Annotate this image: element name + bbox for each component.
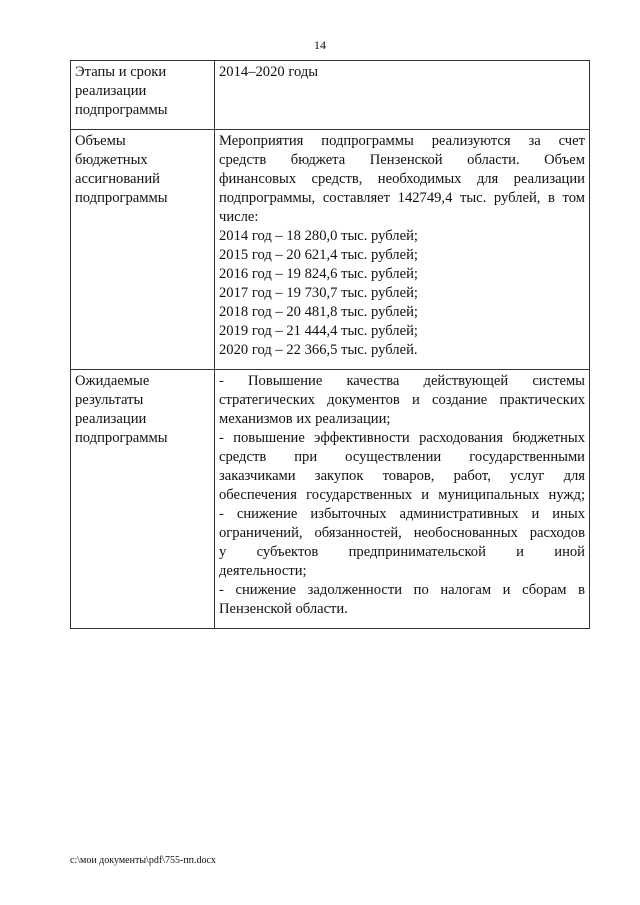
row-value-cell [215, 370, 590, 629]
row-value-line: финансовых средств, необходимых для реализации [219, 171, 585, 187]
row-value-line: 2019 год – 21 444,4 тыс. рублей; [219, 323, 418, 339]
row-value-line: заказчиками закупок товаров, работ, услуг для [219, 468, 585, 484]
row-value-line: ограничений, обязанностей, необоснованных расходов [219, 525, 585, 541]
row-value-line: 2018 год – 20 481,8 тыс. рублей; [219, 304, 418, 320]
row-value-line: у субъектов предпринимательской и иной [219, 544, 585, 560]
row-value-line: - снижение задолженности по налогам и сборам в [219, 582, 585, 598]
row-label-line: подпрограммы [75, 102, 168, 118]
table-row [71, 61, 590, 130]
row-value-line: - повышение эффективности расходования бюджетных [219, 430, 585, 446]
table-row [71, 130, 590, 370]
row-value-line: деятельности; [219, 563, 307, 579]
row-value-line: обеспечения государственных и муниципальных нужд; [219, 487, 585, 503]
row-label-cell [71, 370, 215, 629]
row-value-line: 2017 год – 19 730,7 тыс. рублей; [219, 285, 418, 301]
row-value-line: 2015 год – 20 621,4 тыс. рублей; [219, 247, 418, 263]
table-body [71, 61, 590, 629]
row-value-line: 2014–2020 годы [219, 64, 319, 80]
row-value-line: средств при осуществлении государственными [219, 449, 585, 465]
row-label-line: подпрограммы [75, 430, 168, 446]
row-value-cell [215, 61, 590, 130]
row-value-line: подпрограммы, составляет 142749,4 тыс. рублей, в том [219, 190, 585, 206]
row-value-line: числе: [219, 209, 259, 225]
row-value-line: Мероприятия подпрограммы реализуются за счет [219, 133, 585, 149]
subprogram-passport-table [70, 60, 590, 629]
row-value-line: - Повышение качества действующей системы [219, 373, 585, 389]
row-label-line: Ожидаемые [75, 373, 150, 389]
row-label-cell [71, 130, 215, 370]
row-value-line: 2016 год – 19 824,6 тыс. рублей; [219, 266, 418, 282]
page-number: 14 [314, 38, 326, 52]
row-label-line: ассигнований [75, 171, 160, 187]
row-value-line: механизмов их реализации; [219, 411, 391, 427]
row-label-line: реализации [75, 83, 147, 99]
row-value-line: - снижение избыточных административных и иных [219, 506, 585, 522]
row-value-line: 2020 год – 22 366,5 тыс. рублей. [219, 342, 418, 358]
row-value-line: Пензенской области. [219, 601, 348, 617]
row-value-line: 2014 год – 18 280,0 тыс. рублей; [219, 228, 418, 244]
row-label-line: реализации [75, 411, 147, 427]
row-value-cell [215, 130, 590, 370]
row-value-line: средств бюджета Пензенской области. Объем [219, 152, 585, 168]
table-row [71, 370, 590, 629]
row-label-line: Этапы и сроки [75, 64, 167, 80]
row-label-line: подпрограммы [75, 190, 168, 206]
footer-file-path: c:\мои документы\pdf\755-пп.docx [70, 855, 216, 866]
row-label-cell [71, 61, 215, 130]
row-label-line: результаты [75, 392, 144, 408]
row-label-line: Объемы [75, 133, 126, 149]
row-value-line: стратегических документов и создание практических [219, 392, 585, 408]
row-label-line: бюджетных [75, 152, 148, 168]
